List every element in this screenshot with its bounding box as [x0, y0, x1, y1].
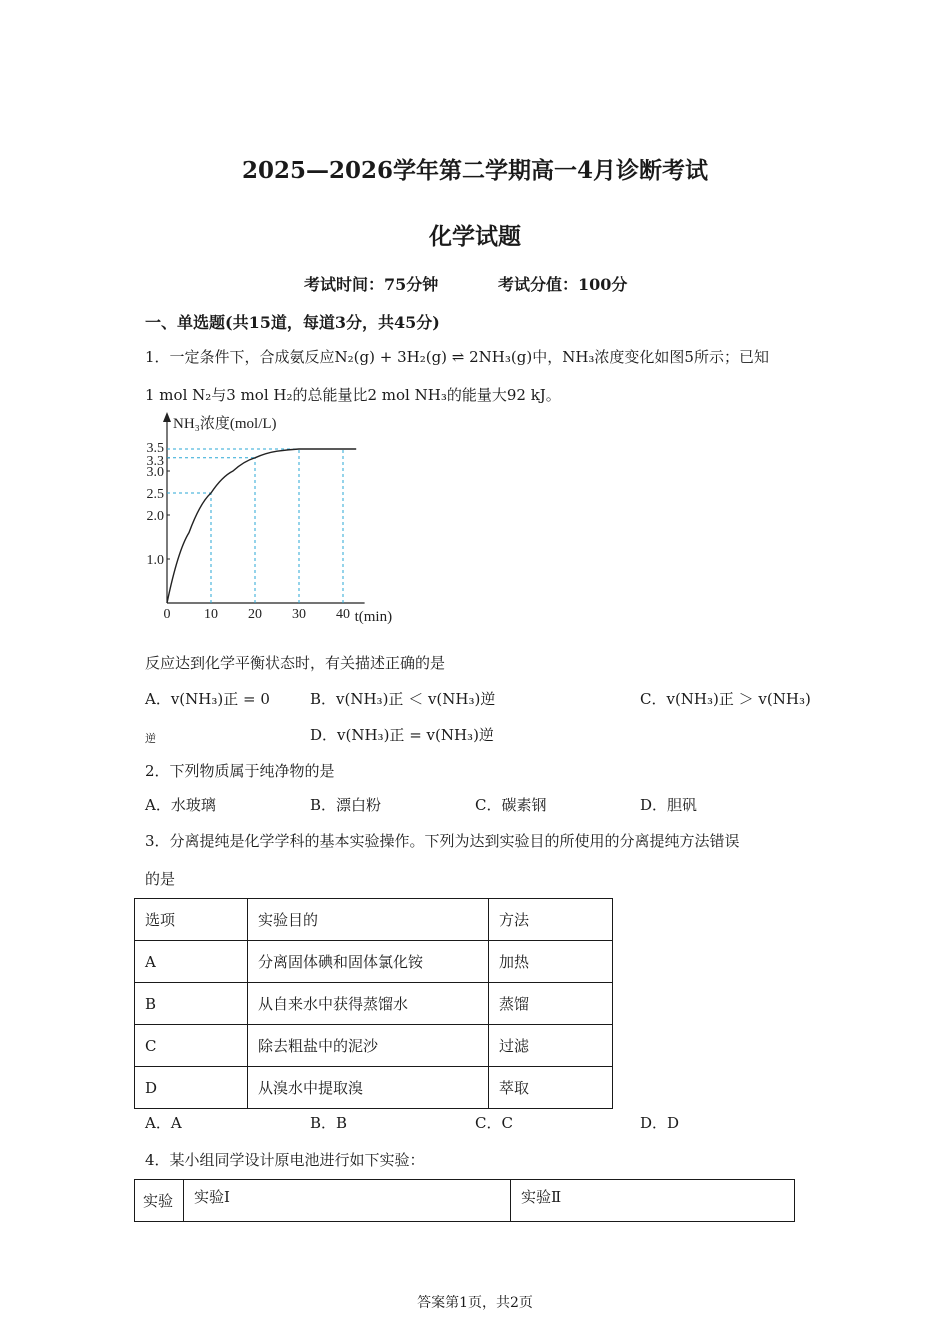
table-cell: C: [135, 1025, 248, 1067]
q1-option-c-continued: 逆: [145, 732, 156, 745]
table-row: [135, 941, 613, 983]
x-tick-label: 30: [292, 607, 306, 622]
table-row: [135, 899, 613, 941]
x-tick-label: 40: [336, 607, 350, 622]
table-cell: 从自来水中获得蒸馏水: [248, 983, 489, 1025]
q1-stem-line1: 1．一定条件下，合成氨反应N₂(g) + 3H₂(g) ⇌ 2NH₃(g)中，NH₃浓度变化如图5所示；已知: [145, 348, 769, 366]
table-header: 实验目的: [248, 899, 489, 941]
q2-option-c[interactable]: C．碳素钢: [475, 796, 547, 814]
page-footer: 答案第1页，共2页: [417, 1295, 533, 1311]
q3-stem-line1: 3．分离提纯是化学学科的基本实验操作。下列为达到实验目的所使用的分离提纯方法错误: [145, 832, 740, 850]
table-header: 方法: [489, 899, 613, 941]
q4-table: [134, 1179, 795, 1222]
q3-option-d[interactable]: D．D: [640, 1114, 680, 1132]
q3-option-a[interactable]: A．A: [145, 1114, 182, 1132]
table-cell: A: [135, 941, 248, 983]
table-cell: B: [135, 983, 248, 1025]
table-header: 实验Ⅱ: [511, 1180, 795, 1222]
table-row: [135, 983, 613, 1025]
y-tick-label: 3.0: [146, 465, 164, 480]
q2-option-a[interactable]: A．水玻璃: [145, 796, 216, 814]
table-row: [135, 1067, 613, 1109]
table-cell: D: [135, 1067, 248, 1109]
q3-stem-line2: 的是: [145, 870, 176, 888]
y-tick-label: 3.3: [146, 453, 164, 469]
q1-stem-line2: 1 mol N₂与3 mol H₂的总能量比2 mol NH₃的能量大92 kJ。: [145, 386, 561, 404]
table-cell: 过滤: [489, 1025, 613, 1067]
q1-option-a[interactable]: A．v(NH₃)正 = 0: [145, 690, 270, 708]
table-cell: 加热: [489, 941, 613, 983]
nh3-concentration-chart: [135, 408, 415, 633]
section-heading: 一、单选题(共15道，每道3分，共45分): [145, 313, 440, 332]
y-tick-label: 2.5: [146, 487, 164, 502]
nh3-concentration-curve: [167, 449, 356, 603]
q3-option-b[interactable]: B．B: [310, 1114, 348, 1132]
y-tick-label: 3.5: [146, 441, 164, 456]
y-axis-arrow: [163, 412, 171, 422]
x-axis-label: t(min): [354, 609, 393, 625]
q3-option-c[interactable]: C．C: [475, 1114, 513, 1132]
q1-option-d[interactable]: D．v(NH₃)正 = v(NH₃)逆: [310, 726, 494, 744]
q1-option-c[interactable]: C．v(NH₃)正 ＞ v(NH₃): [640, 690, 811, 708]
q4-stem: 4．某小组同学设计原电池进行如下实验：: [145, 1151, 425, 1169]
q3-table: [134, 898, 613, 1109]
subject-title: 化学试题: [429, 223, 521, 250]
table-row: [135, 1025, 613, 1067]
table-header: 实验Ⅰ: [184, 1180, 511, 1222]
table-header: 选项: [135, 899, 248, 941]
y-tick-label: 2.0: [146, 509, 164, 524]
table-cell: 蒸馏: [489, 983, 613, 1025]
q2-option-d[interactable]: D．胆矾: [640, 796, 698, 814]
y-tick-label: 1.0: [146, 553, 164, 568]
x-tick-label: 10: [204, 607, 218, 622]
exam-time: 考试时间：75分钟: [304, 275, 439, 294]
table-row: [135, 1180, 795, 1222]
q2-stem: 2．下列物质属于纯净物的是: [145, 762, 335, 780]
y-axis-label: NH₃浓度(mol/L): [173, 416, 277, 432]
table-cell: 从溴水中提取溴: [248, 1067, 489, 1109]
table-cell: 萃取: [489, 1067, 613, 1109]
x-tick-label: 20: [248, 607, 262, 622]
table-header: 实验: [135, 1180, 184, 1222]
exam-title: 2025—2026学年第二学期高一4月诊断考试: [241, 157, 709, 184]
table-cell: 除去粗盐中的泥沙: [248, 1025, 489, 1067]
q1-option-b[interactable]: B．v(NH₃)正 ＜ v(NH₃)逆: [310, 690, 496, 708]
q1-question: 反应达到化学平衡状态时，有关描述正确的是: [145, 654, 446, 672]
exam-score: 考试分值：100分: [498, 275, 628, 294]
x-tick-label: 0: [163, 607, 171, 622]
q2-option-b[interactable]: B．漂白粉: [310, 796, 382, 814]
table-cell: 分离固体碘和固体氯化铵: [248, 941, 489, 983]
